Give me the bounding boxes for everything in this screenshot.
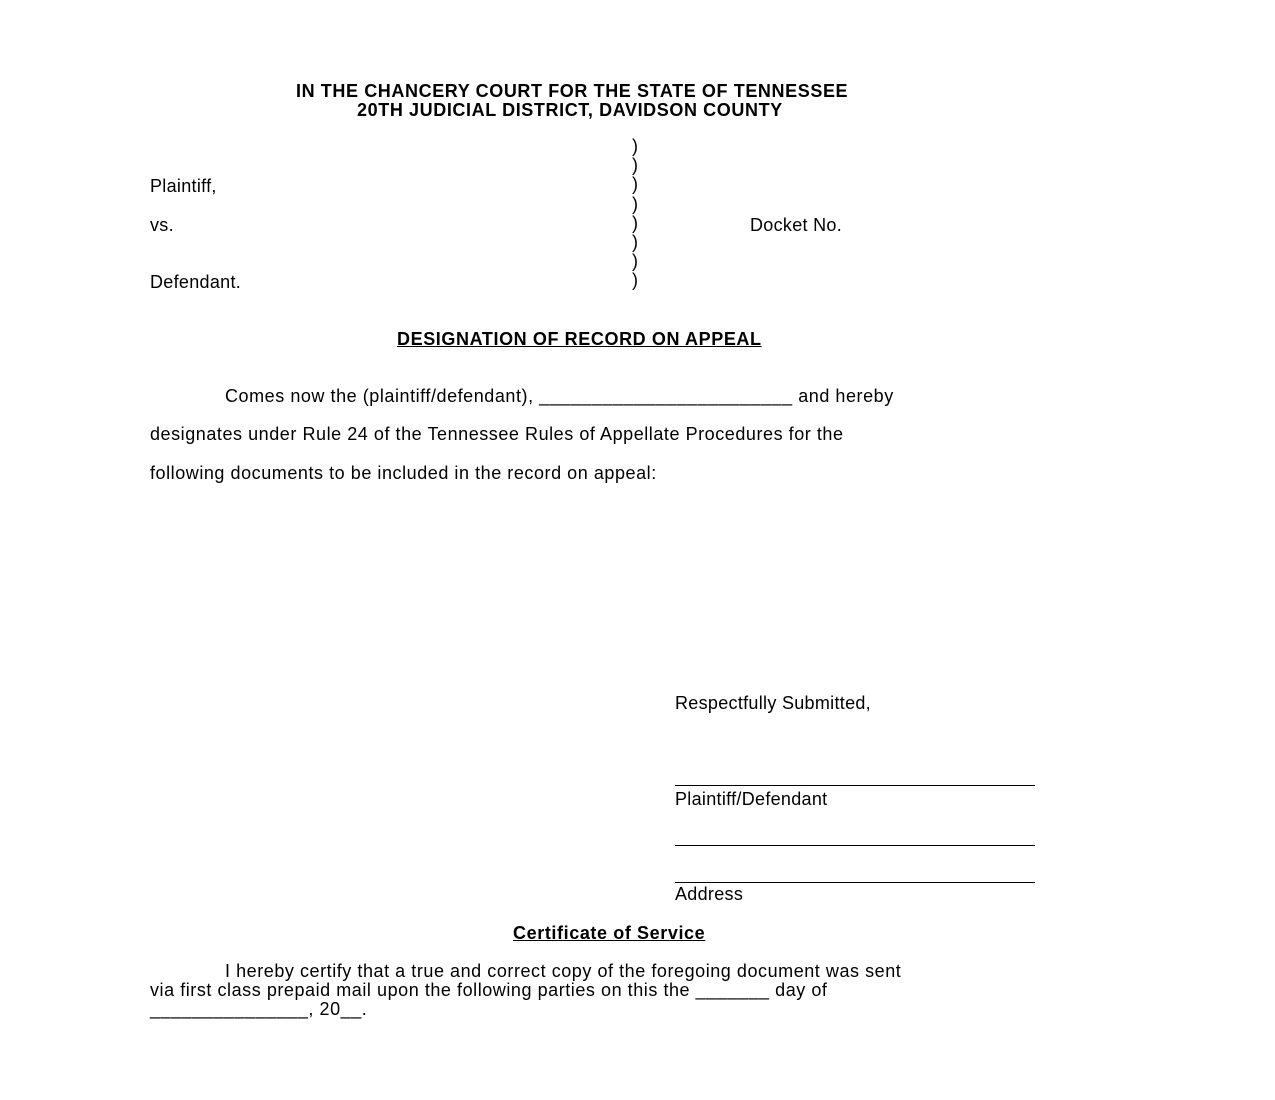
caption-paren: ) bbox=[632, 136, 639, 156]
body-line-1: Comes now the (plaintiff/defendant), ________________________ and hereby bbox=[225, 386, 894, 406]
name-line bbox=[675, 845, 1035, 846]
signature-line bbox=[675, 785, 1035, 786]
body-line-2: designates under Rule 24 of the Tennessee Rules of Appellate Procedures for the bbox=[150, 424, 844, 444]
certificate-title: Certificate of Service bbox=[513, 923, 706, 943]
court-name: IN THE CHANCERY COURT FOR THE STATE OF TENNESSEE bbox=[296, 81, 849, 101]
address-label: Address bbox=[675, 884, 744, 904]
closing-text: Respectfully Submitted, bbox=[675, 693, 871, 713]
defendant-label: Defendant. bbox=[150, 272, 242, 292]
caption-paren: ) bbox=[632, 155, 639, 176]
certificate-line-3: _______________, 20__. bbox=[150, 999, 368, 1019]
caption-paren: ) bbox=[632, 251, 639, 272]
caption-parens bbox=[632, 137, 638, 291]
certificate-line-1: I hereby certify that a true and correct copy of the foregoing document was sent bbox=[225, 961, 902, 981]
vs-label: vs. bbox=[150, 215, 174, 235]
body-line-3: following documents to be included in the record on appeal: bbox=[150, 463, 657, 483]
caption-paren: ) bbox=[632, 212, 639, 233]
caption-paren: ) bbox=[632, 270, 639, 291]
plaintiff-label: Plaintiff, bbox=[150, 176, 217, 196]
document-title: DESIGNATION OF RECORD ON APPEAL bbox=[397, 329, 762, 349]
party-label: Plaintiff/Defendant bbox=[675, 789, 828, 809]
certificate-line-2: via first class prepaid mail upon the following parties on this the _______ day of bbox=[150, 980, 828, 1000]
caption-paren: ) bbox=[632, 232, 639, 253]
docket-label: Docket No. bbox=[750, 215, 843, 235]
caption-paren: ) bbox=[632, 174, 639, 195]
caption-paren: ) bbox=[632, 193, 639, 214]
judicial-district: 20TH JUDICIAL DISTRICT, DAVIDSON COUNTY bbox=[357, 100, 783, 120]
